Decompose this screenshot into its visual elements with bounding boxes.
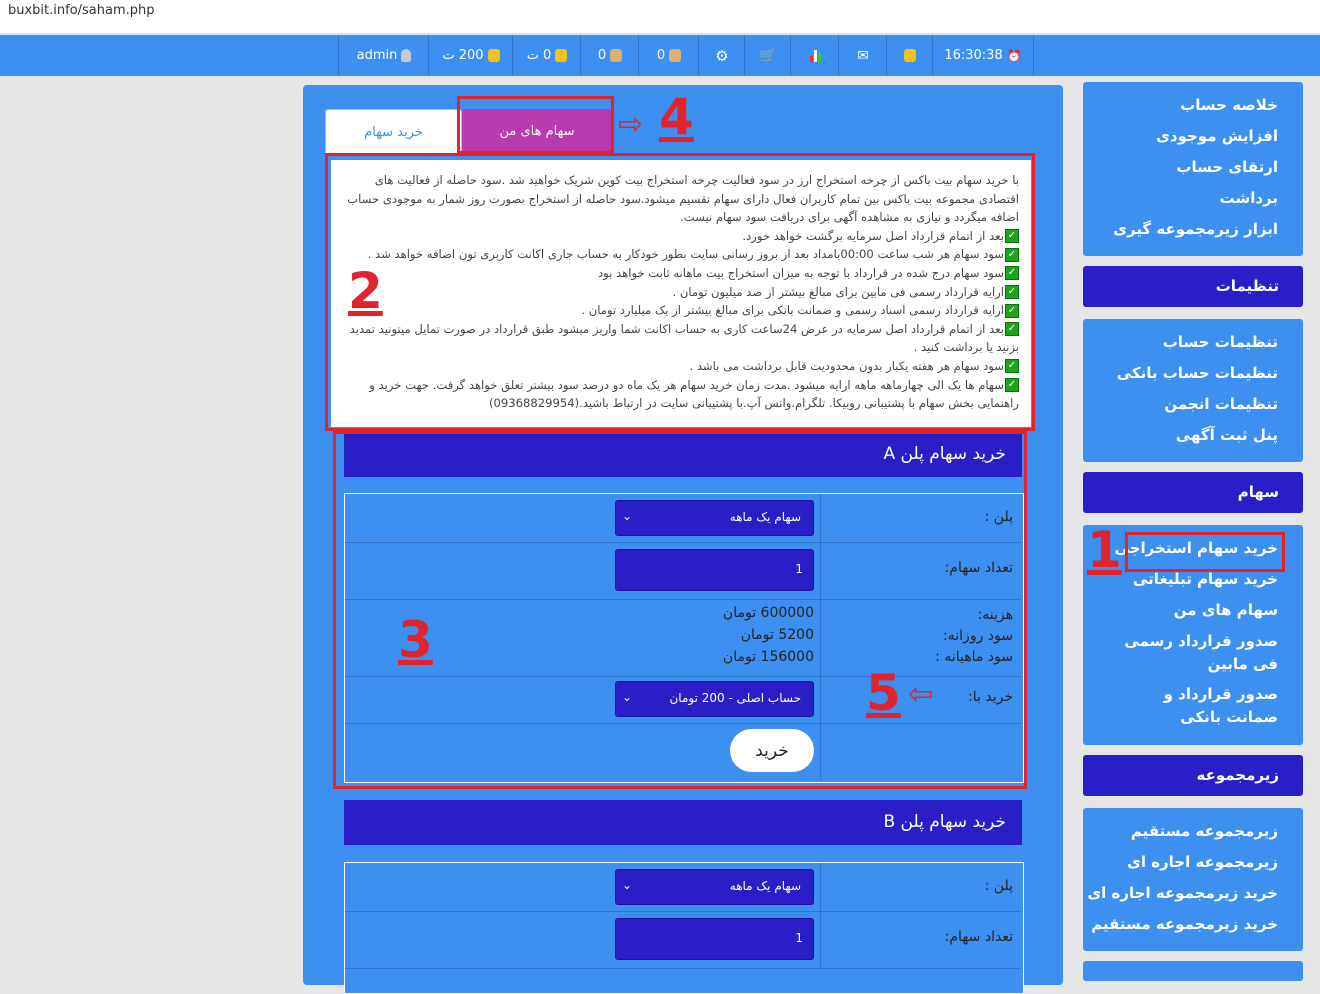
plan-a-header: خرید سهام پلن A (344, 432, 1022, 477)
annotation-number-4: 4 (659, 88, 694, 146)
bar-chart-icon (810, 50, 821, 62)
quantity-row (345, 911, 1021, 969)
info-item: ✓بعد از اتمام قرارداد اصل سرمایه در عرض 24ساعت کاری به حساب اکانت شما واریز میشود طبق قرارداد در صورت تمایل میتونید تمدید بزنید یا برداشت کنید . (349, 321, 1019, 355)
info-item: ✓سهام ها یک الی چهارماهه ماهه ارایه میشود .مدت زمان خرید سهام هر یک ماه دو درصد سود بیشتر تعلق خواهد گرفت. جهت خرید و راهنمایی بخش سهام با پشتیبانی روبیکا. تلگرام.واتس آپ.با پشتیبانی سایت در ارتباط باشید.(09368829954) (369, 377, 1019, 411)
people-icon (669, 49, 681, 62)
sidebar-header-shares[interactable]: سهام (1083, 472, 1303, 513)
currency-label: ت (442, 48, 455, 63)
monthly-profit-value: 156000 تومان (722, 649, 814, 665)
info-intro: با خرید سهام بیت باکس از چرخه استخراج ارز در سود فعالیت چرخه استخراج بیت کوین شریک خواهید شد .سود حاصله از فعالیت های اقتصادی مجموعه بیت باکس بین تمام کاربران فعال دارای سهام تقسیم میشود.سود حاصله از استخراج بصورت روز شمار به موجودی حساب اضافه میگردد و نیازی به مشاهده آگهی برای دریافت سود سهام نیست. (347, 173, 1019, 225)
annotation-box-2 (325, 153, 1035, 431)
info-item: ✓بعد از اتمام قرارداد اصل سرمایه برگشت خواهد خورد. (341, 227, 1019, 246)
chevron-down-icon: ⌄ (622, 690, 633, 704)
info-item: ✓سود سهام هر هفته یکبار بدون محدودیت قابل برداشت می باشد . (341, 357, 1019, 376)
count-value: 0 (597, 48, 607, 63)
sidebar-item-buy-direct-referrals[interactable]: خرید زیرمجموعه مستقیم (1091, 915, 1278, 933)
check-icon: ✓ (1005, 322, 1019, 336)
plan-b-form (344, 862, 1024, 994)
url-bar[interactable] (0, 0, 1320, 34)
buy-button[interactable]: خرید (730, 729, 814, 772)
quantity-value: 1 (795, 931, 803, 945)
arrow-right-icon: ⇨ (618, 107, 644, 142)
info-item: ✓سود سهام هر شب ساعت 00:00بامداد بعد از بروز رسانی سایت بطور خودکار به حساب جاری اکانت کاربری تون اضافه خواهد شد . (341, 245, 1019, 264)
info-item: ✓ارایه قرارداد رسمی اسناد رسمی و ضمانت بانکی برای مبالغ بیشتر از یک میلیارد تومان . (341, 301, 1019, 320)
info-item: ✓سود سهام درج شده در قرارداد با توجه به میزان استخراج بیت ماهانه ثابت خواهد بود (341, 264, 1019, 283)
check-icon: ✓ (1005, 378, 1019, 392)
annotation-box-4 (457, 96, 614, 154)
lock-icon (904, 49, 916, 62)
sidebar-item-referral-tools[interactable]: ابزار زیرمجموعه گیری (1113, 220, 1278, 238)
balance-secondary[interactable] (512, 35, 581, 76)
sidebar-item-official-contract[interactable]: صدور قرارداد رسمی فی مابین (1124, 632, 1278, 673)
sidebar-item-ad-panel[interactable]: پنل ثبت آگهی (1175, 426, 1278, 444)
clock (932, 35, 1034, 76)
cart-icon: 🛒 (759, 47, 777, 64)
plan-label: پلن : (984, 509, 1013, 525)
sidebar-settings-box (1083, 319, 1303, 462)
referral-count-2[interactable] (638, 35, 699, 76)
balance-main[interactable] (428, 35, 513, 76)
coins-icon (488, 49, 500, 62)
cost-value: 600000 تومان (722, 605, 814, 621)
stats-button[interactable] (790, 35, 839, 76)
check-icon: ✓ (1005, 359, 1019, 373)
sidebar-item-bank-settings[interactable]: تنظیمات حساب بانکی (1116, 364, 1278, 382)
balance-value: 200 (458, 48, 484, 63)
count-value: 0 (656, 48, 666, 63)
sidebar-item-withdraw[interactable]: برداشت (1219, 189, 1278, 207)
plan-b-header: خرید سهام پلن B (344, 800, 1022, 845)
monthly-profit-label: سود ماهیانه : (935, 649, 1013, 665)
plan-select-value: سهام یک ماهه (729, 510, 801, 524)
plan-select[interactable] (615, 869, 814, 905)
coins-icon (555, 49, 567, 62)
referral-count-1[interactable] (580, 35, 639, 76)
chevron-down-icon: ⌄ (622, 878, 633, 892)
quantity-label: تعداد سهام: (944, 929, 1013, 945)
quantity-value: 1 (795, 562, 803, 576)
gear-icon: ⚙ (715, 46, 729, 65)
clock-time: 16:30:38 (944, 48, 1003, 63)
plan-label: پلن : (984, 878, 1013, 894)
daily-profit-label: سود روزانه: (943, 628, 1013, 644)
sidebar-item-my-shares[interactable]: سهام های من (1173, 601, 1278, 619)
check-icon: ✓ (1005, 229, 1019, 243)
plan-select-value: سهام یک ماهه (729, 879, 801, 893)
cost-label: هزینه: (977, 607, 1013, 623)
sidebar-referrals-box (1083, 808, 1303, 951)
user-icon (401, 49, 411, 62)
cart-button[interactable] (744, 35, 791, 76)
info-item: ✓ارایه قرارداد رسمی فی مابین برای مبالغ بیشتر از صد میلیون تومان . (341, 283, 1019, 302)
sidebar-account-box (1083, 82, 1303, 256)
check-icon: ✓ (1005, 248, 1019, 262)
sidebar-item-account-settings[interactable]: تنظیمات حساب (1162, 333, 1278, 351)
sidebar-item-bank-guarantee[interactable]: صدور قرارداد و ضمانت بانکی (1163, 685, 1278, 726)
tab-buy-shares[interactable]: خرید سهام (325, 109, 462, 155)
sidebar-item-forum-settings[interactable]: تنظیمات انجمن (1164, 395, 1278, 413)
user-name: admin (356, 48, 398, 63)
url-text: buxbit.info/saham.php (8, 3, 155, 18)
sidebar-item-direct-referrals[interactable]: زیرمجموعه مستقیم (1130, 822, 1278, 840)
sidebar-header-referrals[interactable]: زیرمجموعه (1083, 755, 1303, 796)
sidebar-item-upgrade[interactable]: ارتقای حساب (1176, 158, 1278, 176)
alarm-clock-icon: ⏰ (1006, 48, 1022, 63)
check-icon: ✓ (1005, 285, 1019, 299)
payment-select-value: حساب اصلی - 200 تومان (669, 691, 801, 705)
annotation-number-3: 3 (398, 611, 433, 669)
people-icon (610, 49, 622, 62)
quantity-input[interactable] (615, 918, 814, 960)
payment-label: خرید با: (968, 689, 1013, 705)
logout-button[interactable] (886, 35, 933, 76)
annotation-box-1 (1125, 532, 1285, 572)
sidebar-item-rented-referrals[interactable]: زیرمجموعه اجاره ای (1127, 853, 1278, 871)
sidebar-item-buy-ad-shares[interactable]: خرید سهام تبلیغاتی (1132, 570, 1278, 588)
plan-row (345, 863, 1021, 912)
sidebar-item-summary[interactable]: خلاصه حساب (1180, 96, 1278, 114)
sidebar-header-settings[interactable]: تنظیمات (1083, 266, 1303, 307)
chevron-down-icon: ⌄ (622, 509, 633, 523)
tab-my-shares[interactable]: سهام های من (462, 109, 612, 153)
annotation-number-5: 5 (866, 664, 901, 722)
annotation-number-1: 1 (1087, 521, 1122, 579)
user-menu[interactable] (338, 35, 429, 76)
arrow-left-icon: ⇦ (908, 677, 934, 712)
check-icon: ✓ (1005, 266, 1019, 280)
settings-button[interactable] (698, 35, 745, 76)
top-nav (0, 35, 1320, 76)
currency-label: ت (526, 48, 539, 63)
annotation-box-3 (333, 431, 1027, 789)
messages-button[interactable] (838, 35, 887, 76)
sidebar-next-box (1083, 961, 1303, 981)
balance-value: 0 (542, 48, 552, 63)
sidebar-item-deposit[interactable]: افزایش موجودی (1156, 127, 1278, 145)
sidebar-item-buy-rented-referrals[interactable]: خرید زیرمجموعه اجاره ای (1087, 884, 1278, 902)
daily-profit-value: 5200 تومان (740, 627, 814, 643)
annotation-number-2: 2 (348, 262, 383, 320)
check-icon: ✓ (1005, 304, 1019, 318)
mail-icon: ✉ (857, 47, 869, 64)
quantity-label: تعداد سهام: (944, 560, 1013, 576)
sidebar-item-buy-mining-shares[interactable]: خرید سهام استخراجی (1114, 539, 1278, 557)
